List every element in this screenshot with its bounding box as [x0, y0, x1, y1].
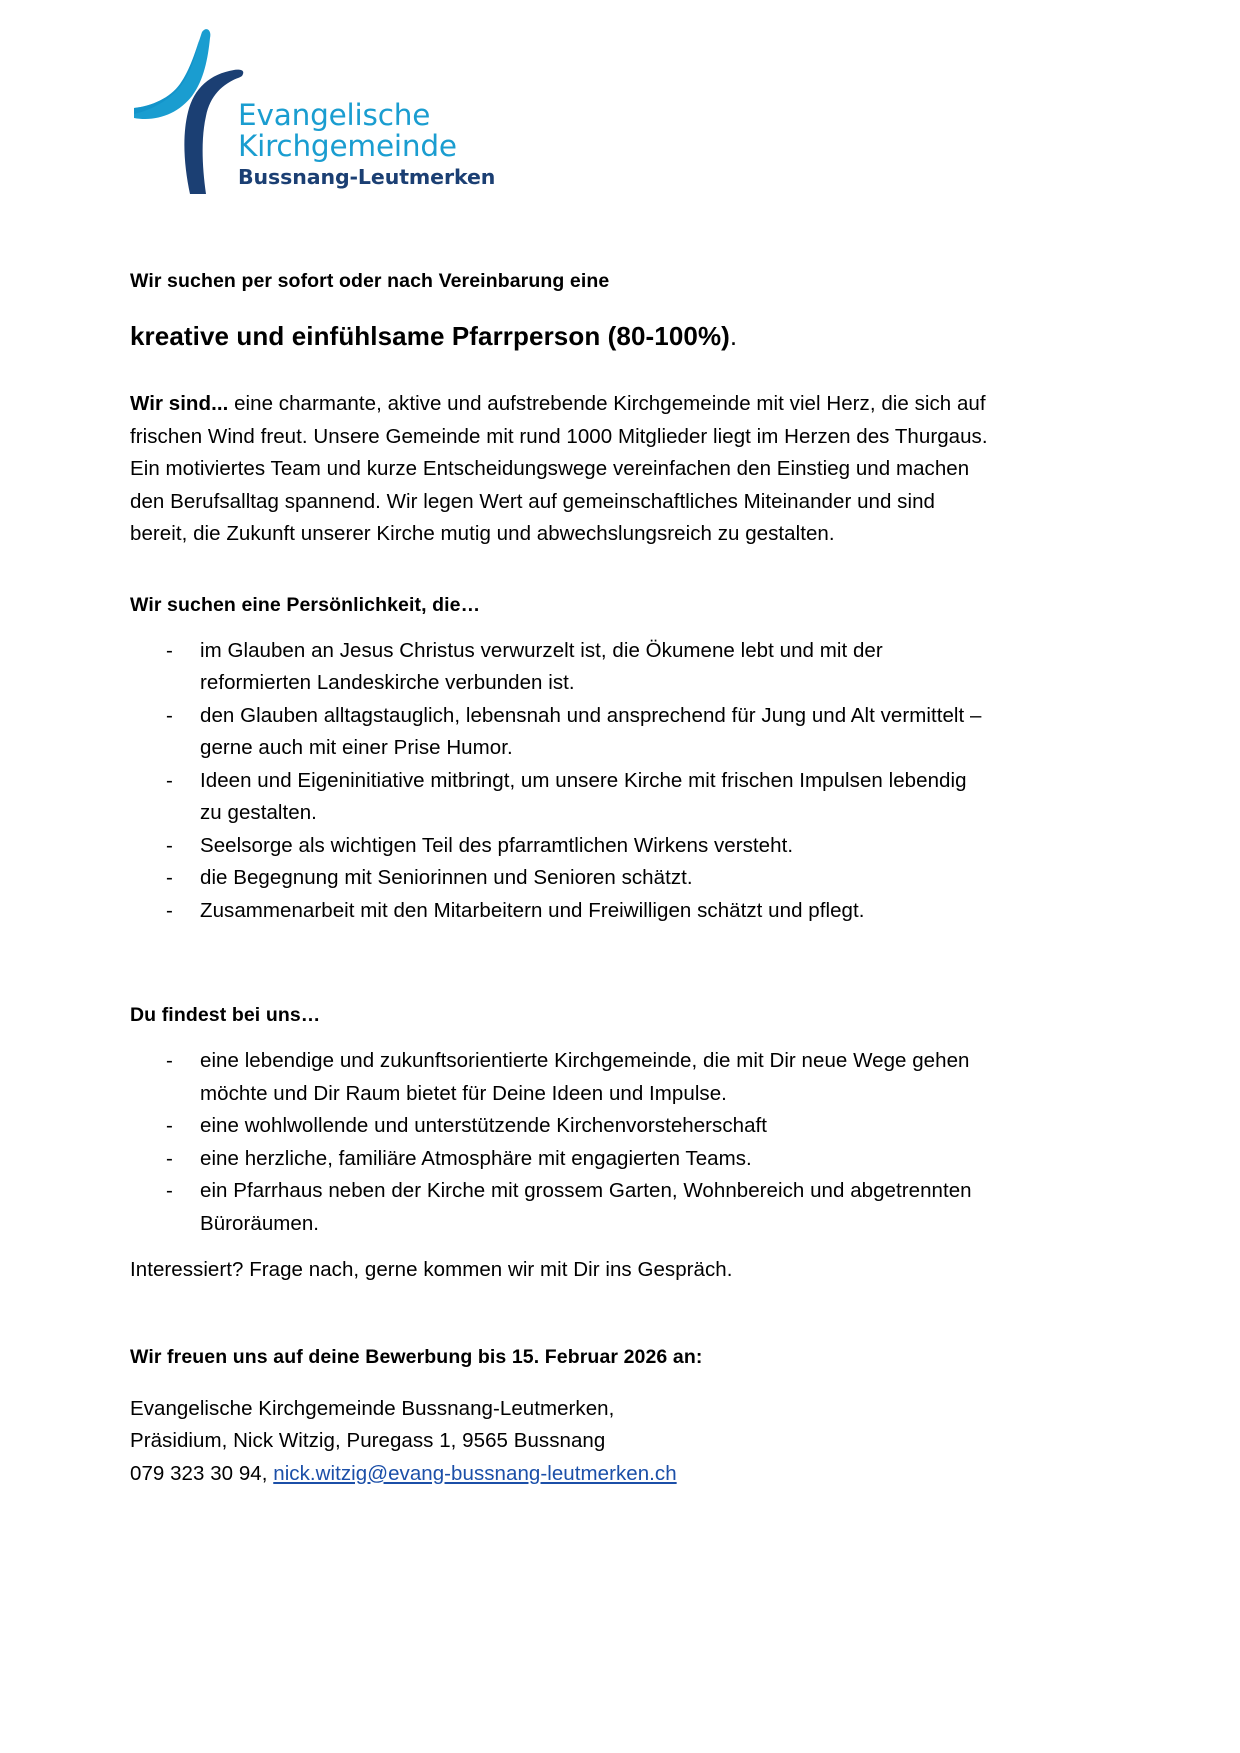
logo-line-3: Bussnang-Leutmerken: [238, 165, 496, 189]
bullet-marker: -: [166, 638, 173, 662]
contact-phone: 079 323 30 94,: [130, 1461, 274, 1485]
bullet-marker: -: [166, 866, 173, 889]
list-item-text: Seelsorge als wichtigen Teil des pfarramtlichen Wirkens versteht.: [200, 833, 794, 857]
bullet-marker: -: [166, 1179, 173, 1202]
logo-line-1: Evangelische: [238, 98, 431, 132]
closing-line: Interessiert? Frage nach, gerne kommen wir mit Dir ins Gespräch.: [130, 1258, 733, 1281]
page-title: [130, 320, 990, 352]
bullet-marker: -: [166, 768, 173, 792]
lead-line: Wir suchen per sofort oder nach Vereinbarung eine: [130, 270, 610, 292]
list-item: [130, 1175, 990, 1240]
contact-heading: Wir freuen uns auf deine Bewerbung bis 15. Februar 2026 an:: [130, 1345, 703, 1368]
bullet-marker: -: [166, 833, 173, 857]
about-label: Wir sind...: [130, 392, 229, 415]
spacer: [130, 581, 990, 591]
church-cross-logo-icon: [126, 26, 250, 194]
list-item: [130, 635, 990, 700]
job-title-text: kreative und einfühlsame Pfarrperson (80-100%): [130, 321, 730, 351]
list-item-text: den Glauben alltagstauglich, lebensnah und ansprechend für Jung und Alt vermittelt – gerne auch mit einer Prise Humor.: [200, 703, 982, 759]
list-item: [130, 830, 990, 863]
list-item: [130, 765, 990, 830]
job-advertisement-body: [130, 268, 990, 1490]
list-item: [130, 1110, 990, 1143]
list-item-text: im Glauben an Jesus Christus verwurzelt ist, die Ökumene lebt und mit der reformierten Landeskirche verbunden ist.: [200, 638, 883, 694]
list-item-text: Ideen und Eigeninitiative mitbringt, um unsere Kirche mit frischen Impulsen lebendig zu gestalten.: [200, 768, 967, 824]
contact-address: Präsidium, Nick Witzig, Puregass 1, 9565 Bussnang: [130, 1429, 606, 1452]
about-text: eine charmante, aktive und aufstrebende Kirchgemeinde mit viel Herz, die sich auf frischen Wind freut. Unsere Gemeinde mit rund 1000 Mitglieder liegt im Herzen des Thurgaus. Ein motiviertes Team und kurze Entscheidungswege vereinfachen den Einstieg und machen den Berufsalltag spannend. Wir legen Wert auf gemeinschaftliches Miteinander und sind bereit, die Zukunft unserer Kirche mutig und abwechslungsreich zu gestalten.: [130, 392, 988, 545]
list-item-text: ein Pfarrhaus neben der Kirche mit grossem Garten, Wohnbereich und abgetrennten Büroräumen.: [200, 1179, 972, 1235]
about-paragraph: [130, 388, 990, 551]
profile-heading: Wir suchen eine Persönlichkeit, die…: [130, 593, 481, 616]
profile-list: [130, 635, 990, 928]
offer-list: [130, 1045, 990, 1240]
list-item: [130, 1143, 990, 1176]
list-item: [130, 862, 990, 895]
bullet-marker: -: [166, 1114, 173, 1137]
list-item: [130, 700, 990, 765]
contact-organization: Evangelische Kirchgemeinde Bussnang-Leutmerken,: [130, 1396, 615, 1420]
organization-logo: [126, 26, 496, 194]
contact-block: [130, 1393, 990, 1491]
list-item-text: eine lebendige und zukunftsorientierte Kirchgemeinde, die mit Dir neue Wege gehen möchte und Dir Raum bietet für Deine Ideen und Impulse.: [200, 1049, 970, 1105]
spacer: [130, 927, 990, 1001]
list-item-text: eine herzliche, familiäre Atmosphäre mit engagierten Teams.: [200, 1146, 752, 1170]
bullet-marker: -: [166, 1146, 173, 1170]
bullet-marker: -: [166, 1049, 173, 1072]
logo-line-2: Kirchgemeinde: [238, 129, 457, 163]
list-item-text: eine wohlwollende und unterstützende Kirchenvorsteherschaft: [200, 1114, 768, 1137]
job-title-period: .: [729, 321, 738, 351]
list-item-text: die Begegnung mit Seniorinnen und Senioren schätzt.: [200, 866, 693, 889]
list-item: [130, 1045, 990, 1110]
list-item: [130, 895, 990, 928]
contact-phone-email-row: [130, 1458, 990, 1491]
spacer: [130, 1287, 990, 1343]
list-item-text: Zusammenarbeit mit den Mitarbeitern und Freiwilligen schätzt und pflegt.: [200, 898, 865, 922]
offer-heading: Du findest bei uns…: [130, 1004, 321, 1026]
logo-wordmark: [238, 98, 496, 190]
bullet-marker: -: [166, 898, 173, 922]
contact-email-link[interactable]: nick.witzig@evang-bussnang-leutmerken.ch: [273, 1461, 677, 1485]
bullet-marker: -: [166, 703, 173, 727]
